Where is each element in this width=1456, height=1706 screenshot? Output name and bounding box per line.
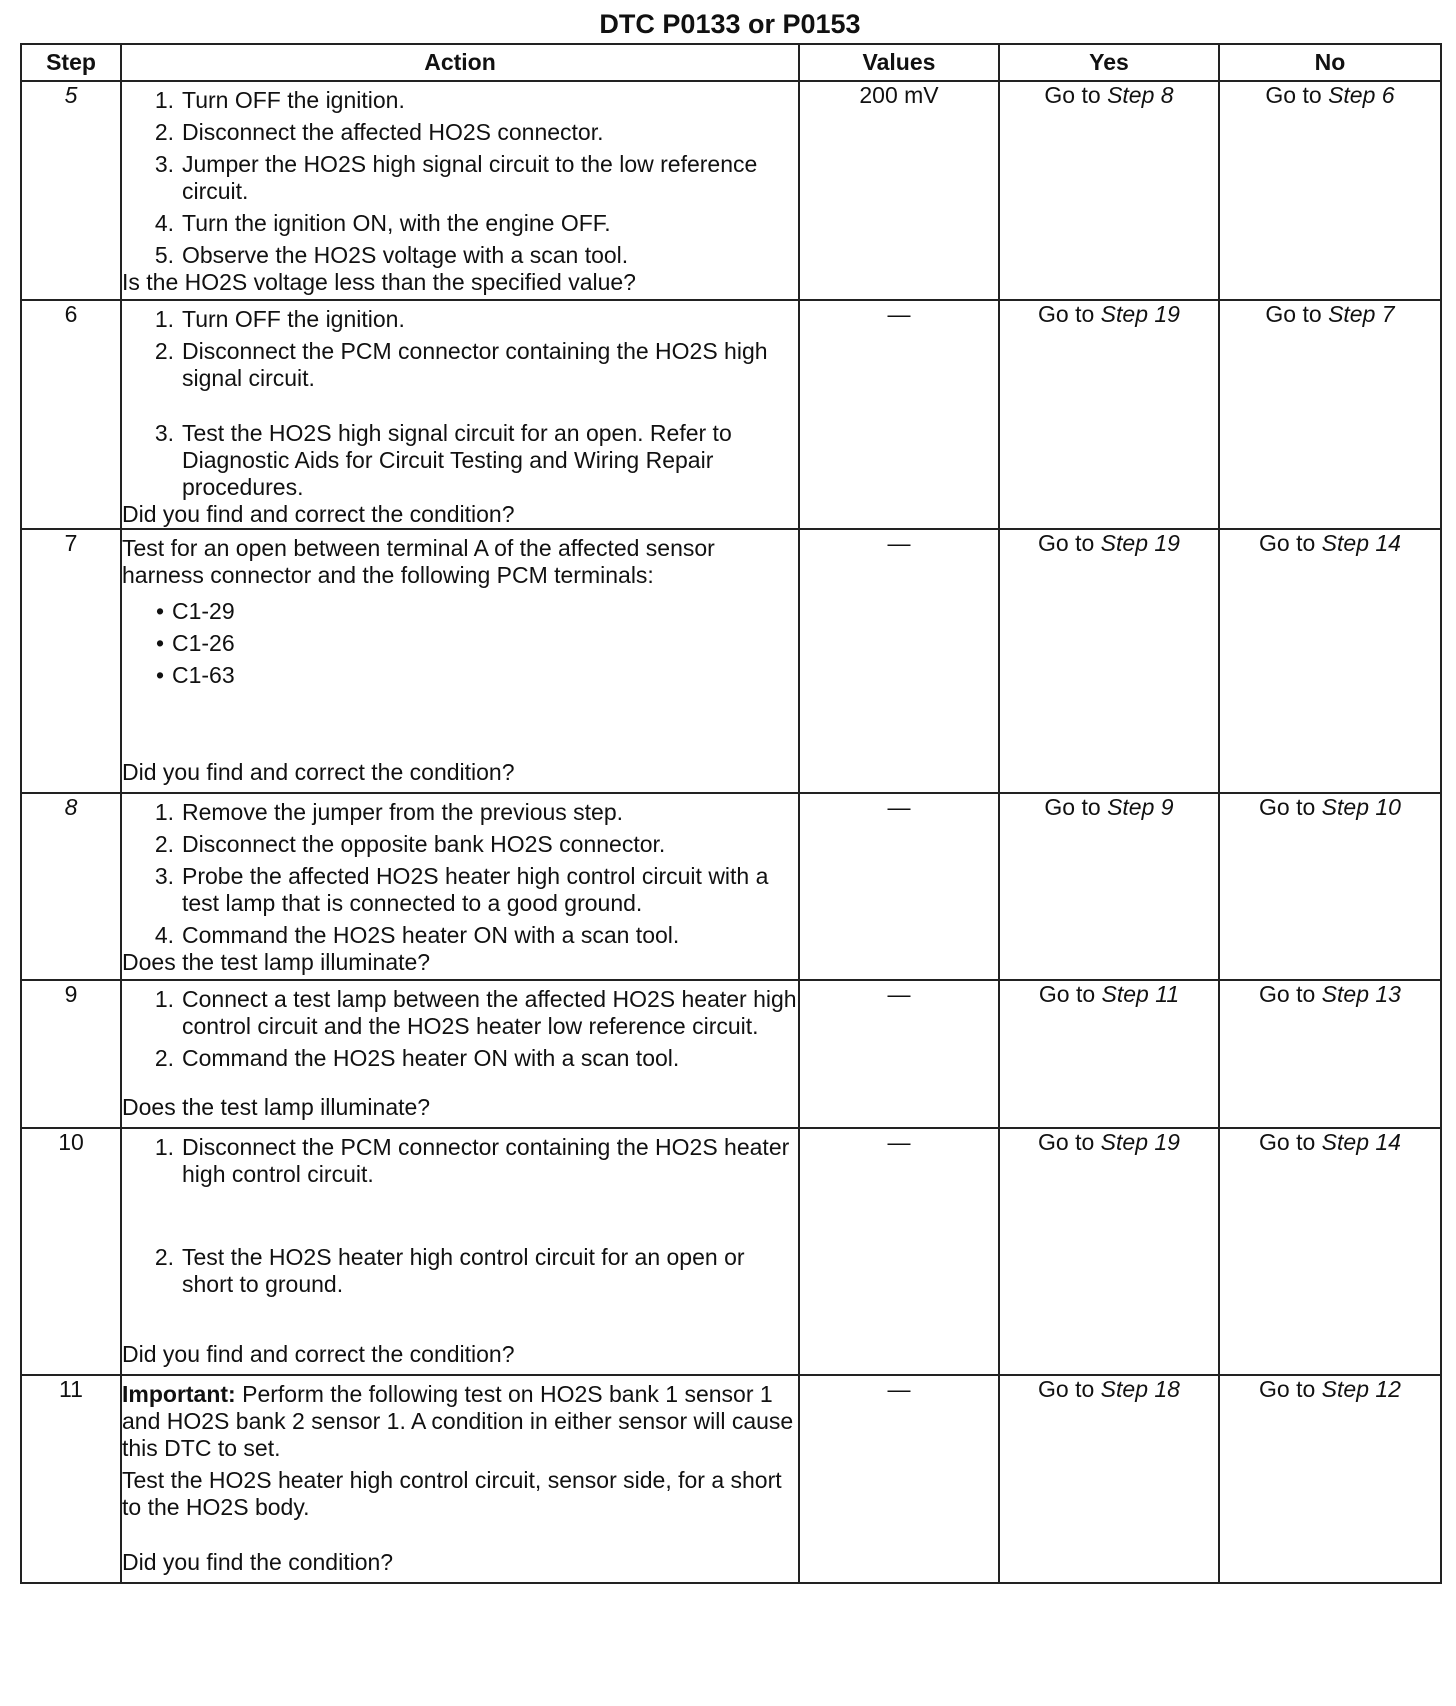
value-cell: 200 mV bbox=[799, 81, 999, 300]
step-number: 7 bbox=[21, 529, 121, 793]
no-cell: Go to Step 7 bbox=[1219, 300, 1441, 529]
question-text: Did you find and correct the condition? bbox=[122, 1341, 515, 1367]
step-number: 5 bbox=[21, 81, 121, 300]
yes-cell: Go to Step 8 bbox=[999, 81, 1219, 300]
yes-cell: Go to Step 19 bbox=[999, 529, 1219, 793]
list-item: 3. Probe the affected HO2S heater high control circuit with a test lamp that is connected to a good ground. bbox=[154, 863, 769, 916]
yes-cell: Go to Step 11 bbox=[999, 980, 1219, 1128]
diagnostic-table bbox=[20, 43, 1442, 1584]
action-cell bbox=[121, 1375, 799, 1583]
list-item: • C1-63 bbox=[155, 662, 235, 688]
question-text: Is the HO2S voltage less than the specified value? bbox=[122, 269, 636, 295]
value-cell: — bbox=[799, 300, 999, 529]
header-action: Action bbox=[121, 44, 799, 81]
yes-cell: Go to Step 19 bbox=[999, 1128, 1219, 1375]
list-item: 1. Disconnect the PCM connector containing the HO2S heater high control circuit. bbox=[154, 1134, 790, 1187]
action-cell bbox=[121, 1128, 799, 1375]
list-item: 2. Disconnect the PCM connector containing the HO2S high signal circuit. bbox=[154, 338, 768, 391]
step-number: 8 bbox=[21, 793, 121, 980]
list-item: 1. Turn OFF the ignition. bbox=[154, 87, 405, 113]
table-row bbox=[21, 300, 1441, 529]
no-cell: Go to Step 14 bbox=[1219, 1128, 1441, 1375]
table-row bbox=[21, 529, 1441, 793]
list-item: 2. Command the HO2S heater ON with a scan tool. bbox=[154, 1045, 680, 1071]
intro-text: Test for an open between terminal A of the affected sensor harness connector and the following PCM terminals: bbox=[122, 535, 715, 588]
list-item: 2. Disconnect the opposite bank HO2S connector. bbox=[154, 831, 666, 857]
action-cell bbox=[121, 529, 799, 793]
page-title: DTC P0133 or P0153 bbox=[599, 9, 861, 39]
value-cell: — bbox=[799, 793, 999, 980]
question-text: Did you find the condition? bbox=[122, 1549, 394, 1575]
table-row bbox=[21, 793, 1441, 980]
step-number: 11 bbox=[21, 1375, 121, 1583]
important-note: Important: Perform the following test on HO2S bank 1 sensor 1 and HO2S bank 2 sensor 1. A condition in either sensor will cause this DTC to set. bbox=[122, 1381, 794, 1461]
header-row bbox=[21, 44, 1441, 81]
value-cell: — bbox=[799, 1375, 999, 1583]
no-cell: Go to Step 14 bbox=[1219, 529, 1441, 793]
table-row bbox=[21, 81, 1441, 300]
question-text: Does the test lamp illuminate? bbox=[122, 949, 431, 975]
no-cell: Go to Step 6 bbox=[1219, 81, 1441, 300]
header-step: Step bbox=[21, 44, 121, 81]
value-cell: — bbox=[799, 1128, 999, 1375]
question-text: Does the test lamp illuminate? bbox=[122, 1094, 431, 1120]
step-number: 9 bbox=[21, 980, 121, 1128]
list-item: 4. Turn the ignition ON, with the engine OFF. bbox=[154, 210, 611, 236]
list-item: 2. Test the HO2S heater high control circuit for an open or short to ground. bbox=[154, 1244, 745, 1297]
table-row bbox=[21, 1375, 1441, 1583]
no-cell: Go to Step 10 bbox=[1219, 793, 1441, 980]
header-no: No bbox=[1219, 44, 1441, 81]
table-row bbox=[21, 1128, 1441, 1375]
list-item: 4. Command the HO2S heater ON with a scan tool. bbox=[154, 922, 680, 948]
header-yes: Yes bbox=[999, 44, 1219, 81]
question-text: Did you find and correct the condition? bbox=[122, 501, 515, 527]
list-item: • C1-29 bbox=[155, 598, 235, 624]
step-number: 6 bbox=[21, 300, 121, 529]
value-cell: — bbox=[799, 980, 999, 1128]
list-item: 3. Jumper the HO2S high signal circuit to the low reference circuit. bbox=[154, 151, 758, 204]
test-instruction: Test the HO2S heater high control circuit, sensor side, for a short to the HO2S body. bbox=[122, 1467, 782, 1520]
value-cell: — bbox=[799, 529, 999, 793]
question-text: Did you find and correct the condition? bbox=[122, 759, 515, 785]
table-row bbox=[21, 980, 1441, 1128]
yes-cell: Go to Step 18 bbox=[999, 1375, 1219, 1583]
action-cell bbox=[121, 300, 799, 529]
list-item: 1. Turn OFF the ignition. bbox=[154, 306, 405, 332]
list-item: • C1-26 bbox=[155, 630, 235, 656]
list-item: 1. Remove the jumper from the previous step. bbox=[154, 799, 624, 825]
header-values: Values bbox=[799, 44, 999, 81]
no-cell: Go to Step 12 bbox=[1219, 1375, 1441, 1583]
step-number: 10 bbox=[21, 1128, 121, 1375]
list-item: 2. Disconnect the affected HO2S connector. bbox=[154, 119, 604, 145]
list-item: 5. Observe the HO2S voltage with a scan tool. bbox=[154, 242, 629, 268]
yes-cell: Go to Step 9 bbox=[999, 793, 1219, 980]
no-cell: Go to Step 13 bbox=[1219, 980, 1441, 1128]
action-cell bbox=[121, 793, 799, 980]
list-item: 1. Connect a test lamp between the affected HO2S heater high control circuit and the HO2S heater low reference circuit. bbox=[154, 986, 797, 1039]
action-cell bbox=[121, 980, 799, 1128]
action-cell bbox=[121, 81, 799, 300]
list-item: 3. Test the HO2S high signal circuit for an open. Refer to Diagnostic Aids for Circuit Testing and Wiring Repair procedures. bbox=[154, 420, 732, 500]
yes-cell: Go to Step 19 bbox=[999, 300, 1219, 529]
